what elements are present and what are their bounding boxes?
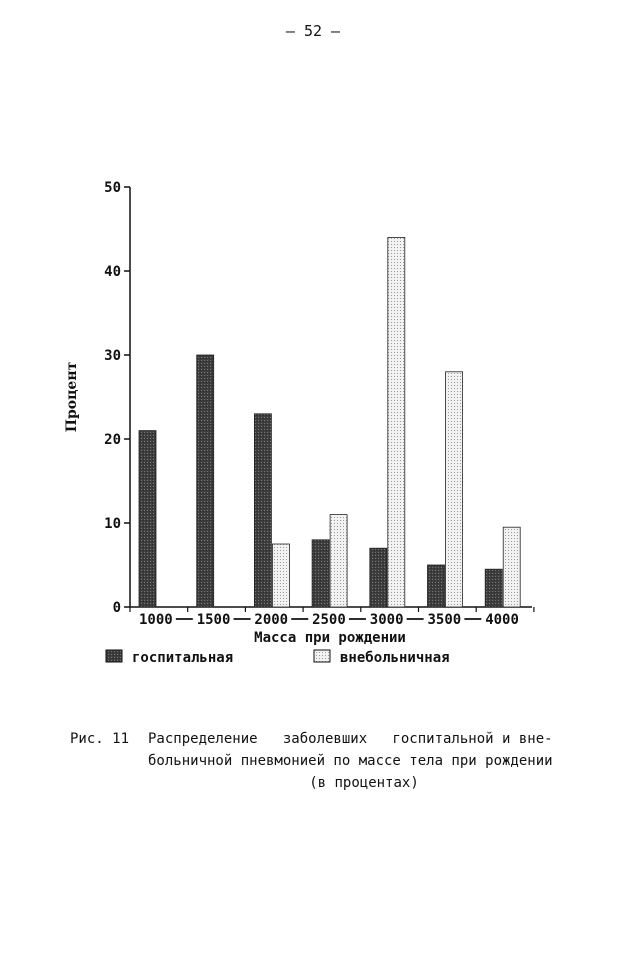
caption-line-2: больничной пневмонией по массе тела при рождении: [148, 753, 553, 769]
x-axis-title: Масса при рождении: [254, 630, 406, 646]
bar-hospital-1: [197, 355, 214, 607]
x-tick-label-5: 3500: [427, 612, 462, 628]
bar-community-3: [330, 515, 347, 607]
x-tick-label-4: 3000: [369, 612, 404, 628]
y-axis-title: Процент: [64, 361, 80, 433]
legend-label-hospital: госпитальная: [132, 650, 234, 666]
bar-community-5: [446, 372, 463, 607]
legend-swatch-community: [314, 650, 330, 662]
y-axis: [104, 180, 130, 616]
bar-hospital-2: [254, 414, 271, 607]
legend-swatch-hospital: [106, 650, 122, 662]
y-tick-label-1: 10: [104, 516, 121, 532]
bar-hospital-6: [485, 569, 502, 607]
x-tick-label-6: 4000: [485, 612, 519, 628]
x-tick-label-0: 1000: [138, 612, 173, 628]
x-tick-label-3: 2500: [312, 612, 346, 628]
x-axis: [130, 607, 534, 628]
caption-line-1: Распределение заболевших госпитальной и вне-: [148, 731, 553, 747]
legend-label-community: внебольничная: [340, 650, 450, 666]
page-number: – 52 –: [285, 22, 341, 40]
bar-community-6: [503, 527, 520, 607]
y-tick-label-0: 0: [112, 600, 121, 616]
figure-caption: [70, 728, 580, 794]
y-tick-label-5: 50: [104, 180, 121, 196]
legend: [106, 650, 450, 666]
bar-community-2: [272, 544, 289, 607]
y-tick-label-4: 40: [104, 264, 121, 280]
y-tick-label-2: 20: [104, 432, 121, 448]
caption-line-3: (в процентах): [309, 775, 419, 791]
x-tick-label-1: 1500: [196, 612, 231, 628]
caption-prefix: Рис. 11: [70, 731, 130, 747]
bar-hospital-4: [370, 548, 387, 607]
bar-hospital-3: [312, 540, 329, 607]
y-tick-label-3: 30: [104, 348, 121, 364]
x-tick-label-2: 2000: [254, 612, 289, 628]
bar-hospital-0: [139, 431, 156, 607]
bar-community-4: [388, 237, 405, 607]
bar-hospital-5: [428, 565, 445, 607]
bars: [139, 237, 520, 607]
